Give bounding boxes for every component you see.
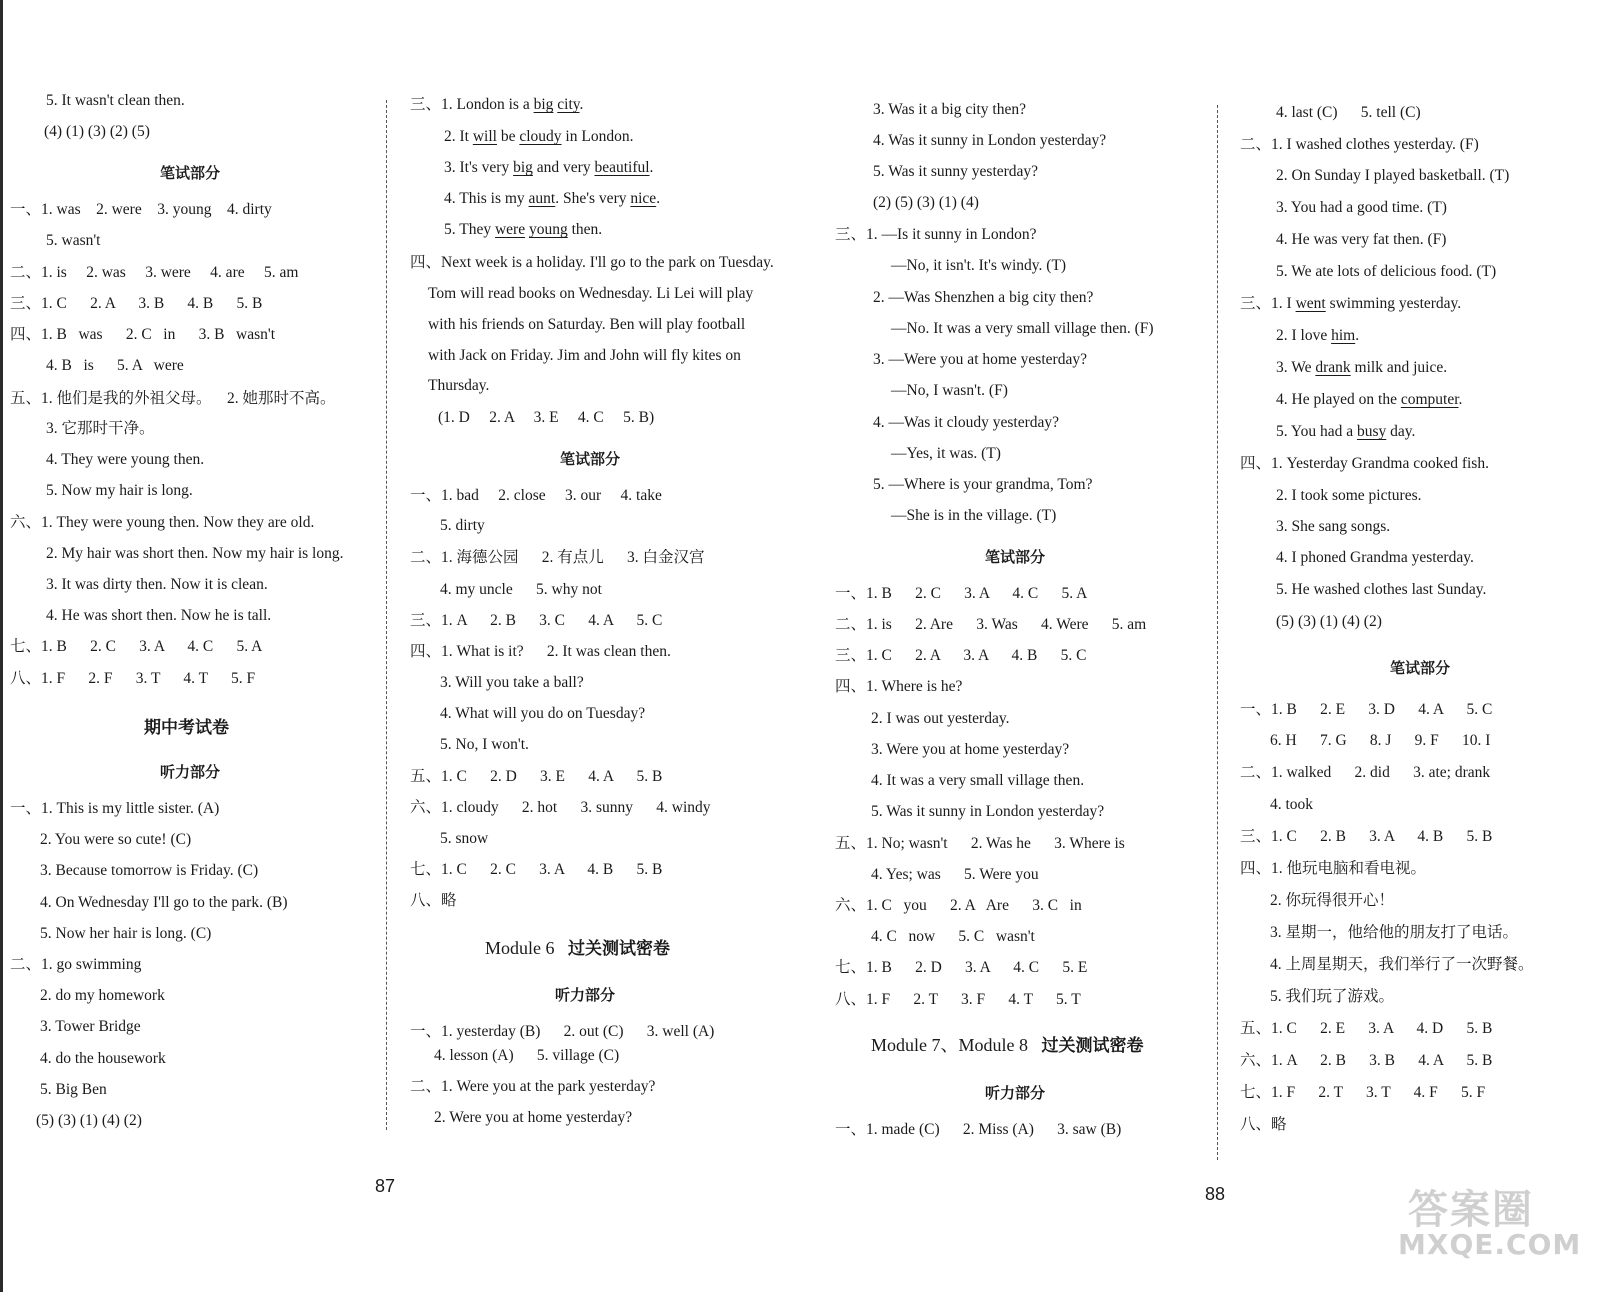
page-number: 88 [1205, 1184, 1226, 1204]
answer-line: —No. It was a very small village then. (F) [891, 320, 1154, 337]
answer-line: 一、1. This is my little sister. (A) [10, 800, 220, 817]
answer-line: 六、1. C you 2. A Are 3. C in [835, 897, 1082, 914]
answer-line-underlined: 4. He played on the computer. [1276, 391, 1463, 408]
answer-line: 八、略 [1240, 1116, 1287, 1133]
answer-line: 五、1. No; wasn't 2. Was he 3. Where is [835, 835, 1125, 852]
answer-line: 5. Now her hair is long. (C) [40, 925, 212, 942]
answer-line: 二、1. is 2. was 3. were 4. are 5. am [10, 264, 299, 281]
answer-line: 六、1. cloudy 2. hot 3. sunny 4. windy [410, 799, 711, 816]
answer-line: 2. Were you at home yesterday? [434, 1109, 633, 1126]
answer-line: 4. my uncle 5. why not [440, 581, 602, 598]
answer-line-underlined: 三、1. London is a big city. [410, 96, 584, 113]
answer-line: 5. He washed clothes last Sunday. [1276, 581, 1487, 598]
answer-line: 4. last (C) 5. tell (C) [1276, 104, 1421, 121]
answer-line: (5) (3) (1) (4) (2) [1276, 613, 1382, 630]
answer-column-1 [10, 0, 380, 1180]
answer-line: 4. C now 5. C wasn't [871, 928, 1035, 945]
answer-line: 一、1. yesterday (B) 2. out (C) 3. well (A) [410, 1023, 715, 1040]
answer-line: 4. He was short then. Now he is tall. [46, 607, 272, 624]
answer-line: 4. —Was it cloudy yesterday? [873, 414, 1059, 431]
answer-line: 四、1. Yesterday Grandma cooked fish. [1240, 455, 1489, 472]
answer-line: 3. Were you at home yesterday? [871, 741, 1070, 758]
answer-line: Tom will read books on Wednesday. Li Lei will play [428, 285, 754, 302]
answer-line: 三、1. C 2. A 3. A 4. B 5. C [835, 647, 1087, 664]
answer-line: 2. On Sunday I played basketball. (T) [1276, 167, 1510, 184]
answer-line-underlined: 2. It will be cloudy in London. [444, 128, 634, 145]
answer-line: 2. You were so cute! (C) [40, 831, 192, 848]
column-separator [386, 100, 387, 1130]
answer-line: 七、1. B 2. D 3. A 4. C 5. E [835, 959, 1088, 976]
answer-line: 2. 你玩得很开心！ [1270, 892, 1395, 909]
answer-line: 3. —Were you at home yesterday? [873, 351, 1087, 368]
answer-line: 4. On Wednesday I'll go to the park. (B) [40, 894, 288, 911]
answer-line: 3. Tower Bridge [40, 1018, 141, 1035]
answer-line: (5) (3) (1) (4) (2) [36, 1112, 142, 1129]
answer-line: 3. She sang songs. [1276, 518, 1391, 535]
answer-line: 二、1. I washed clothes yesterday. (F) [1240, 136, 1479, 153]
answer-line: 八、1. F 2. F 3. T 4. T 5. F [10, 670, 256, 687]
answer-column-3 [835, 0, 1215, 1180]
answer-line-underlined: 4. This is my aunt. She's very nice. [444, 190, 661, 207]
answer-line-underlined: 2. I love him. [1276, 327, 1360, 344]
answer-line: 一、1. was 2. were 3. young 4. dirty [10, 201, 272, 218]
answer-line: 四、1. What is it? 2. It was clean then. [410, 643, 671, 660]
answer-line: 5. Big Ben [40, 1081, 107, 1098]
answer-line: 2. I took some pictures. [1276, 487, 1422, 504]
answer-line: —Yes, it was. (T) [891, 445, 1001, 462]
answer-line: 4. It was a very small village then. [871, 772, 1085, 789]
answer-line: 四、Next week is a holiday. I'll go to the park on Tuesday. [410, 254, 774, 271]
answer-line: Thursday. [428, 377, 490, 394]
section-heading-written: 笔试部分 [985, 548, 1046, 566]
answer-line: 六、1. A 2. B 3. B 4. A 5. B [1240, 1052, 1493, 1069]
answer-line: 3. Was it a big city then? [873, 101, 1027, 118]
answer-line: 5. dirty [440, 517, 485, 534]
right-page [800, 0, 1600, 1292]
answer-line: 4. He was very fat then. (F) [1276, 231, 1447, 248]
answer-line: 七、1. B 2. C 3. A 4. C 5. A [10, 638, 263, 655]
answer-column-2 [410, 0, 790, 1180]
answer-line: 3. You had a good time. (T) [1276, 199, 1447, 216]
answer-line: 四、1. Where is he? [835, 678, 963, 695]
answer-line: 二、1. go swimming [10, 956, 142, 973]
answer-line: 三、1. C 2. B 3. A 4. B 5. B [1240, 828, 1493, 845]
answer-line: 三、1. C 2. A 3. B 4. B 5. B [10, 295, 263, 312]
answer-line: —No, I wasn't. (F) [891, 382, 1008, 399]
answer-line: 2. I was out yesterday. [871, 710, 1010, 727]
section-heading-listening: 听力部分 [160, 763, 221, 781]
answer-line: 四、1. B was 2. C in 3. B wasn't [10, 326, 276, 343]
answer-line: 4. lesson (A) 5. village (C) [434, 1047, 620, 1064]
module-title: Module 7、Module 8 过关测试密卷 [871, 1035, 1144, 1056]
answer-line: (2) (5) (3) (1) (4) [873, 194, 979, 211]
answer-line: 5. wasn't [46, 232, 101, 249]
answer-line: 二、1. is 2. Are 3. Was 4. Were 5. am [835, 616, 1147, 633]
answer-line: 4. Was it sunny in London yesterday? [873, 132, 1107, 149]
answer-line: 5. 我们玩了游戏。 [1270, 988, 1395, 1005]
answer-line: (1. D 2. A 3. E 4. C 5. B) [438, 409, 655, 426]
answer-line: —She is in the village. (T) [891, 507, 1057, 524]
answer-line: —No, it isn't. It's windy. (T) [891, 257, 1067, 274]
answer-line: 一、1. bad 2. close 3. our 4. take [410, 487, 662, 504]
answer-line: 3. 星期一，他给他的朋友打了电话。 [1270, 924, 1519, 941]
watermark-url: MXQE.COM [1398, 1228, 1582, 1261]
answer-line: 二、1. Were you at the park yesterday? [410, 1078, 656, 1095]
answer-line: 八、1. F 2. T 3. F 4. T 5. T [835, 991, 1081, 1008]
answer-line: 五、1. C 2. E 3. A 4. D 5. B [1240, 1020, 1493, 1037]
column-separator [1217, 105, 1218, 1160]
answer-line: 5. snow [440, 830, 489, 847]
answer-line: 5. Now my hair is long. [46, 482, 193, 499]
answer-line: 3. Will you take a ball? [440, 674, 584, 691]
answer-line: 六、1. They were young then. Now they are old. [10, 514, 315, 531]
answer-line: 一、1. B 2. C 3. A 4. C 5. A [835, 585, 1088, 602]
answer-line: 一、1. B 2. E 3. D 4. A 5. C [1240, 701, 1493, 718]
answer-line: 4. do the housework [40, 1050, 166, 1067]
section-heading-written: 笔试部分 [560, 450, 621, 468]
answer-line: 二、1. 海德公园 2. 有点儿 3. 白金汉宫 [410, 549, 705, 566]
answer-line: 4. They were young then. [46, 451, 205, 468]
answer-line: 三、1. A 2. B 3. C 4. A 5. C [410, 612, 663, 629]
answer-line: 二、1. walked 2. did 3. ate; drank [1240, 764, 1491, 781]
answer-line: (4) (1) (3) (2) (5) [44, 123, 150, 140]
answer-line-underlined: 5. You had a busy day. [1276, 423, 1416, 440]
answer-line: 三、1. —Is it sunny in London? [835, 226, 1037, 243]
answer-line: 4. 上周星期天，我们举行了一次野餐。 [1270, 956, 1534, 973]
page-number: 87 [375, 1176, 396, 1196]
section-heading-listening: 听力部分 [985, 1084, 1046, 1102]
page-edge [0, 0, 3, 1292]
answer-line-underlined: 3. It's very big and very beautiful. [444, 159, 654, 176]
answer-line: 2. —Was Shenzhen a big city then? [873, 289, 1094, 306]
answer-line: 四、1. 他玩电脑和看电视。 [1240, 860, 1427, 877]
answer-line: 5. —Where is your grandma, Tom? [873, 476, 1093, 493]
answer-line: 5. Was it sunny yesterday? [873, 163, 1039, 180]
answer-line: 2. do my homework [40, 987, 165, 1004]
answer-line: 七、1. F 2. T 3. T 4. F 5. F [1240, 1084, 1486, 1101]
answer-line: 5. It wasn't clean then. [46, 92, 185, 109]
answer-line-underlined: 3. We drank milk and juice. [1276, 359, 1448, 376]
exam-title: 期中考试卷 [144, 718, 229, 738]
answer-line: 3. It was dirty then. Now it is clean. [46, 576, 268, 593]
answer-line: 3. 它那时干净。 [46, 420, 155, 437]
answer-line-underlined: 5. They were young then. [444, 221, 603, 238]
answer-line: 4. I phoned Grandma yesterday. [1276, 549, 1474, 566]
answer-line: 七、1. C 2. C 3. A 4. B 5. B [410, 861, 663, 878]
module-title: Module 6 过关测试密卷 [485, 938, 670, 959]
section-heading-written: 笔试部分 [160, 164, 221, 182]
answer-line: 5. Was it sunny in London yesterday? [871, 803, 1105, 820]
answer-line: 5. We ate lots of delicious food. (T) [1276, 263, 1497, 280]
answer-line: 五、1. 他们是我的外祖父母。 2. 她那时不高。 [10, 390, 336, 407]
answer-line: 一、1. made (C) 2. Miss (A) 3. saw (B) [835, 1121, 1122, 1138]
section-heading-written: 笔试部分 [1390, 659, 1451, 677]
answer-line: 4. B is 5. A were [46, 357, 184, 374]
answer-line: 五、1. C 2. D 3. E 4. A 5. B [410, 768, 663, 785]
answer-line: 4. took [1270, 796, 1314, 813]
answer-line: 3. Because tomorrow is Friday. (C) [40, 862, 259, 879]
answer-line: 4. Yes; was 5. Were you [871, 866, 1039, 883]
answer-line: 6. H 7. G 8. J 9. F 10. I [1270, 732, 1491, 749]
answer-line: with his friends on Saturday. Ben will play football [428, 316, 746, 333]
answer-line: 2. My hair was short then. Now my hair is long. [46, 545, 344, 562]
watermark-logo: 答案圈 [1408, 1187, 1534, 1233]
section-heading-listening: 听力部分 [555, 986, 616, 1004]
answer-line: 5. No, I won't. [440, 736, 529, 753]
answer-line: with Jack on Friday. Jim and John will fly kites on [428, 347, 741, 364]
answer-line: 4. What will you do on Tuesday? [440, 705, 646, 722]
answer-line-underlined: 三、1. I went swimming yesterday. [1240, 295, 1462, 312]
answer-line: 八、略 [410, 892, 457, 909]
answer-column-4 [1240, 0, 1595, 1180]
